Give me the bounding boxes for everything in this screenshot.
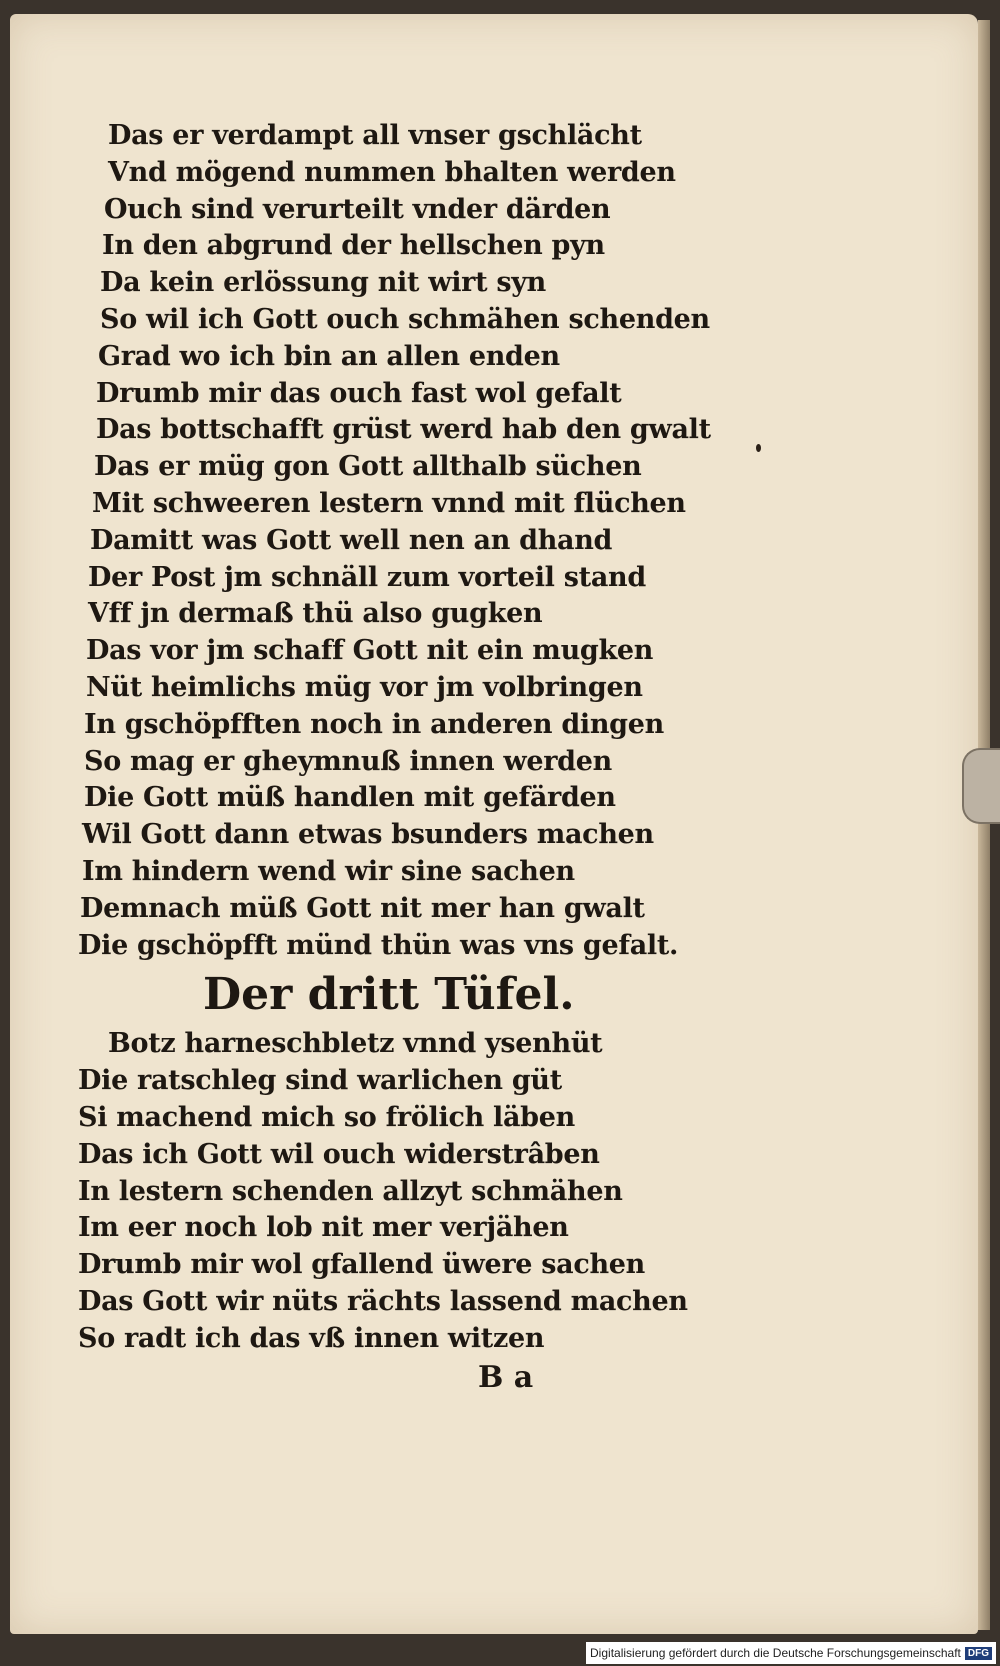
page-text [78,118,711,1398]
verse-line: Ouch sind verurteilt vnder därden [104,193,611,225]
verse-line: So wil ich Gott ouch schmähen schenden [100,303,710,335]
verse-line: Nüt heimlichs müg vor jm volbringen [86,671,643,703]
verse-line: Das ich Gott wil ouch widerstrâben [78,1138,600,1170]
verse-line: Mit schweeren lestern vnnd mit flüchen [92,487,686,519]
section-heading: Der dritt Tüfel. [203,969,575,1021]
dfg-logo: DFG [965,1647,992,1660]
footer-credit [586,1642,996,1664]
signature-mark: B a [478,1359,534,1395]
verse-line: Damitt was Gott well nen an dhand [90,524,613,556]
ink-spot [756,444,761,452]
verse-line: Botz harneschbletz vnnd ysenhüt [108,1028,603,1060]
verse-line: In lestern schenden allzyt schmähen [78,1175,623,1207]
verse-line: In gschöpfften noch in anderen dingen [84,708,664,740]
verse-line: Vnd mögend nummen bhalten werden [108,156,676,188]
verse-line: Drumb mir wol gfallend üwere sachen [78,1249,645,1281]
verse-line: Das Gott wir nüts rächts lassend machen [78,1285,688,1317]
verse-line: Grad wo ich bin an allen enden [98,340,560,372]
page-tab-marker [962,748,1000,824]
verse-line: Si machend mich so frölich läben [78,1101,575,1133]
verse-line: Das vor jm schaff Gott nit ein mugken [86,635,654,667]
page-edge [978,20,990,1630]
verse-line: Demnach müß Gott nit mer han gwalt [80,892,645,924]
verse-line: Das bottschafft grüst werd hab den gwalt [96,414,711,446]
verse-line: Das er verdampt all vnser gschlächt [108,120,642,151]
verse-line: In den abgrund der hellschen pyn [102,230,605,262]
verse-line: Die ratschleg sind warlichen güt [78,1065,562,1097]
verse-line: Die gschöpfft münd thün was vns gefalt. [78,929,679,961]
verse-line: So radt ich das vß innen witzen [78,1322,545,1354]
verse-line: Wil Gott dann etwas bsunders machen [82,819,654,851]
verse-line: Die Gott müß handlen mit gefärden [84,782,616,814]
verse-line: Vff jn dermaß thü also gugken [88,598,543,630]
verse-line: Der Post jm schnäll zum vorteil stand [88,561,646,593]
verse-line: Da kein erlössung nit wirt syn [100,267,546,299]
verse-block-top [78,118,711,964]
verse-line: Im hindern wend wir sine sachen [82,855,575,887]
footer-text: Digitalisierung gefördert durch die Deutsche Forschungsgemeinschaft [590,1646,961,1660]
verse-line: Drumb mir das ouch fast wol gefalt [96,377,622,409]
verse-line: Im eer noch lob nit mer verjähen [78,1212,569,1244]
verse-line: Das er müg gon Gott allthalb süchen [94,451,642,483]
verse-block-bottom [78,1026,698,1357]
verse-line: So mag er gheymnuß innen werden [84,745,612,777]
